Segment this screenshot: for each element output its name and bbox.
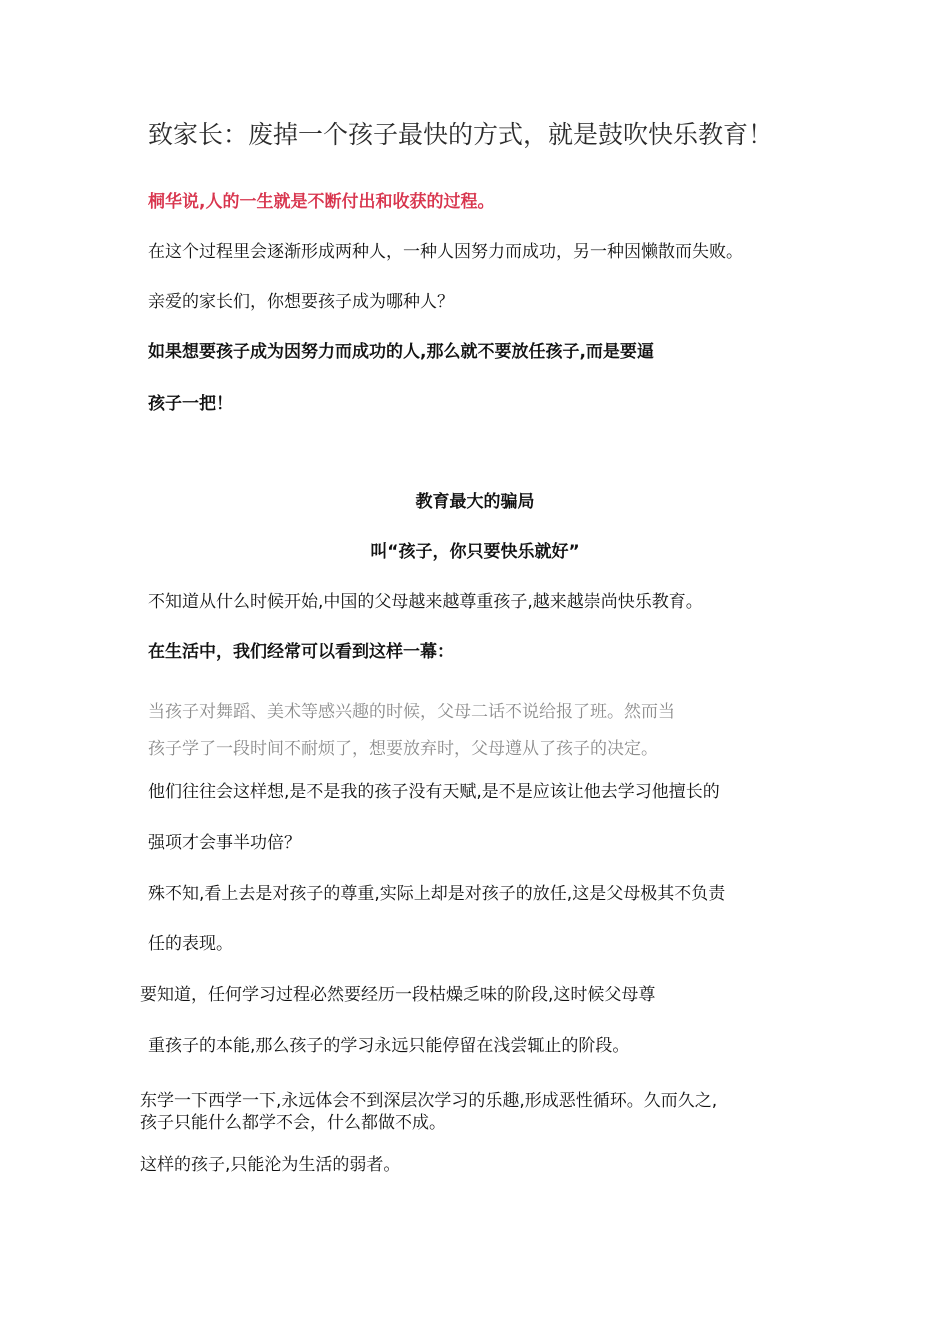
- paragraph-8-line-1: 要知道，任何学习过程必然要经历一段枯燥乏味的阶段,这时候父母尊: [140, 985, 656, 1005]
- paragraph-9-line-1: 东学一下西学一下,永远体会不到深层次学习的乐趣,形成恶性循环。久而久之,: [140, 1091, 718, 1111]
- quote-text: 桐华说,人的一生就是不断付出和收获的过程。: [148, 192, 495, 212]
- paragraph-10: 这样的孩子,只能沦为生活的弱者。: [140, 1155, 401, 1175]
- paragraph-2: 亲爱的家长们，你想要孩子成为哪种人？: [148, 292, 454, 312]
- example-line-2: 孩子学了一段时间不耐烦了，想要放弃时，父母遵从了孩子的决定。: [148, 739, 658, 759]
- paragraph-7-line-2: 任的表现。: [148, 934, 233, 954]
- paragraph-1: 在这个过程里会逐渐形成两种人，一种人因努力而成功，另一种因懒散而失败。: [148, 242, 743, 262]
- section-heading-1: 教育最大的骗局: [415, 492, 535, 512]
- paragraph-8-line-2: 重孩子的本能,那么孩子的学习永远只能停留在浅尝辄止的阶段。: [148, 1036, 630, 1056]
- paragraph-9-line-2: 孩子只能什么都学不会，什么都做不成。: [140, 1113, 446, 1133]
- paragraph-6-line-1: 他们往往会这样想,是不是我的孩子没有天赋,是不是应该让他去学习他擅长的: [148, 782, 720, 802]
- example-line-1: 当孩子对舞蹈、美术等感兴趣的时候，父母二话不说给报了班。然而当: [148, 702, 675, 722]
- paragraph-3-line-1: 如果想要孩子成为因努力而成功的人,那么就不要放任孩子,而是要逼: [148, 342, 654, 362]
- paragraph-5: 在生活中，我们经常可以看到这样一幕：: [148, 642, 454, 662]
- section-heading-2: 叫“孩子，你只要快乐就好”: [370, 542, 580, 562]
- paragraph-3-line-2: 孩子一把！: [148, 394, 233, 414]
- page-title: 致家长：废掉一个孩子最快的方式，就是鼓吹快乐教育！: [148, 120, 774, 149]
- paragraph-4: 不知道从什么时候开始,中国的父母越来越尊重孩子,越来越崇尚快乐教育。: [148, 592, 703, 612]
- paragraph-7-line-1: 殊不知,看上去是对孩子的尊重,实际上却是对孩子的放任,这是父母极其不负责: [148, 884, 726, 904]
- paragraph-6-line-2: 强项才会事半功倍？: [148, 833, 301, 853]
